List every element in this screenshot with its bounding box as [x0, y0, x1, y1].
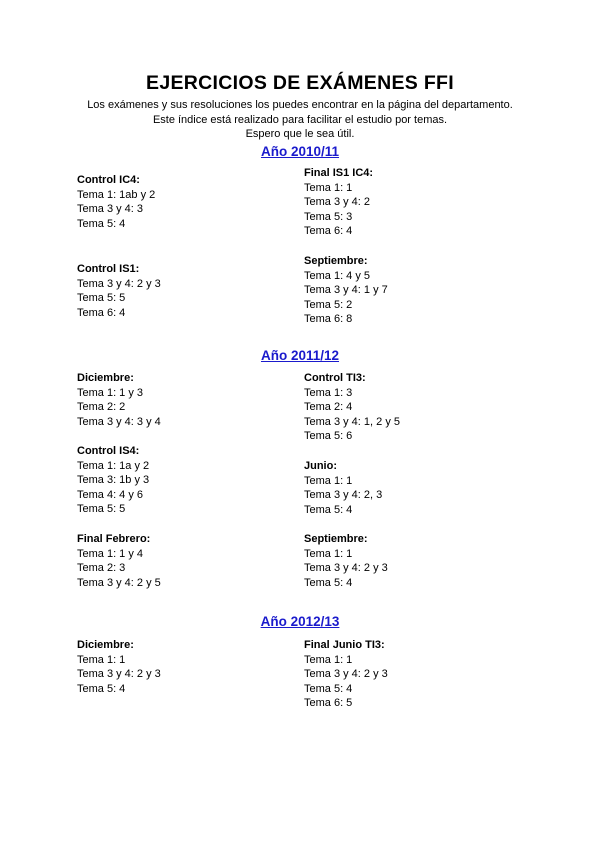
exam-block-control-ic4: [77, 173, 155, 231]
exam-block-final-junio-ti3: [304, 638, 388, 711]
exam-block-junio-2011: [304, 459, 382, 517]
topic-line: Tema 6: 8: [304, 313, 353, 326]
exam-block-control-is1: [77, 262, 161, 320]
topic-line: Tema 3 y 4: 3: [77, 203, 144, 216]
exam-heading: Control IC4:: [77, 174, 140, 186]
topic-line: Tema 1: 1: [304, 181, 353, 194]
topic-line: Tema 6: 5: [304, 697, 353, 710]
exam-block-septiembre-2010: [304, 254, 388, 327]
intro-text: [0, 98, 600, 142]
topic-line: Tema 1: 1 y 3: [77, 386, 144, 399]
topic-line: Tema 3 y 4: 1, 2 y 5: [304, 415, 400, 428]
exam-heading: Control IS4:: [77, 445, 140, 457]
intro-line: Espero que le sea útil.: [245, 128, 355, 140]
topic-line: Tema 1: 1: [304, 547, 353, 560]
intro-line: Los exámenes y sus resoluciones los puedes encontrar en la página del departamento.: [87, 99, 513, 111]
topic-line: Tema 5: 4: [77, 682, 126, 695]
topic-line: Tema 3 y 4: 2 y 3: [304, 668, 388, 681]
exam-block-control-is4: [77, 444, 149, 517]
topic-line: Tema 5: 5: [77, 292, 126, 305]
topic-line: Tema 1: 1 y 4: [77, 547, 144, 560]
topic-line: Tema 5: 4: [304, 503, 353, 516]
topic-line: Tema 6: 4: [77, 306, 126, 319]
exam-heading: Septiembre:: [304, 533, 368, 545]
exam-block-control-ti3: [304, 371, 400, 444]
topic-line: Tema 5: 3: [304, 210, 353, 223]
topic-line: Tema 1: 4 y 5: [304, 269, 371, 282]
topic-line: Tema 1: 1: [304, 653, 353, 666]
topic-line: Tema 5: 2: [304, 298, 353, 311]
topic-line: Tema 3 y 4: 2 y 3: [304, 562, 388, 575]
intro-line: Este índice está realizado para facilitar el estudio por temas.: [152, 113, 448, 126]
exam-heading: Diciembre:: [77, 372, 134, 384]
topic-line: Tema 5: 4: [77, 217, 126, 230]
exam-block-final-is1-ic4: [304, 166, 373, 239]
exam-heading: Final Febrero:: [77, 533, 151, 545]
exam-heading: Septiembre:: [304, 255, 368, 267]
page-title: EJERCICIOS DE EXÁMENES FFI: [146, 72, 454, 94]
topic-line: Tema 3 y 4: 1 y 7: [304, 284, 388, 297]
topic-line: Tema 1: 1: [77, 653, 126, 666]
exam-heading: Final IS1 IC4:: [304, 167, 374, 179]
year-link-2012-13[interactable]: Año 2012/13: [260, 614, 340, 629]
topic-line: Tema 5: 4: [304, 682, 353, 695]
topic-line: Tema 2: 3: [77, 562, 126, 575]
topic-line: Tema 2: 4: [304, 401, 353, 414]
topic-line: Tema 1: 1: [304, 474, 353, 487]
topic-line: Tema 5: 4: [304, 576, 353, 589]
exam-heading: Final Junio TI3:: [304, 639, 385, 651]
topic-line: Tema 3 y 4: 2 y 5: [77, 576, 161, 589]
topic-line: Tema 1: 1ab y 2: [77, 188, 156, 201]
topic-line: Tema 5: 5: [77, 503, 126, 516]
year-link-2010-11[interactable]: Año 2010/11: [260, 144, 340, 159]
topic-line: Tema 3 y 4: 2, 3: [304, 489, 383, 502]
topic-line: Tema 3 y 4: 2: [304, 196, 371, 209]
topic-line: Tema 1: 1a y 2: [77, 459, 150, 472]
exam-heading: Control IS1:: [77, 263, 140, 275]
exam-heading: Junio:: [304, 460, 337, 472]
topic-line: Tema 1: 3: [304, 386, 353, 399]
topic-line: Tema 3 y 4: 2 y 3: [77, 277, 161, 290]
exam-block-final-febrero: [77, 532, 161, 590]
topic-line: Tema 3 y 4: 3 y 4: [77, 415, 161, 428]
topic-line: Tema 3 y 4: 2 y 3: [77, 668, 161, 681]
exam-block-diciembre-2011: [77, 371, 161, 429]
exam-block-septiembre-2011: [304, 532, 388, 590]
exam-heading: Control TI3:: [304, 372, 366, 384]
topic-line: Tema 6: 4: [304, 225, 353, 238]
exam-block-diciembre-2012: [77, 638, 161, 696]
exam-heading: Diciembre:: [77, 639, 134, 651]
year-link-2011-12[interactable]: Año 2011/12: [260, 348, 340, 363]
topic-line: Tema 3: 1b y 3: [77, 474, 150, 487]
topic-line: Tema 2: 2: [77, 401, 126, 414]
topic-line: Tema 4: 4 y 6: [77, 488, 144, 501]
topic-line: Tema 5: 6: [304, 430, 353, 443]
